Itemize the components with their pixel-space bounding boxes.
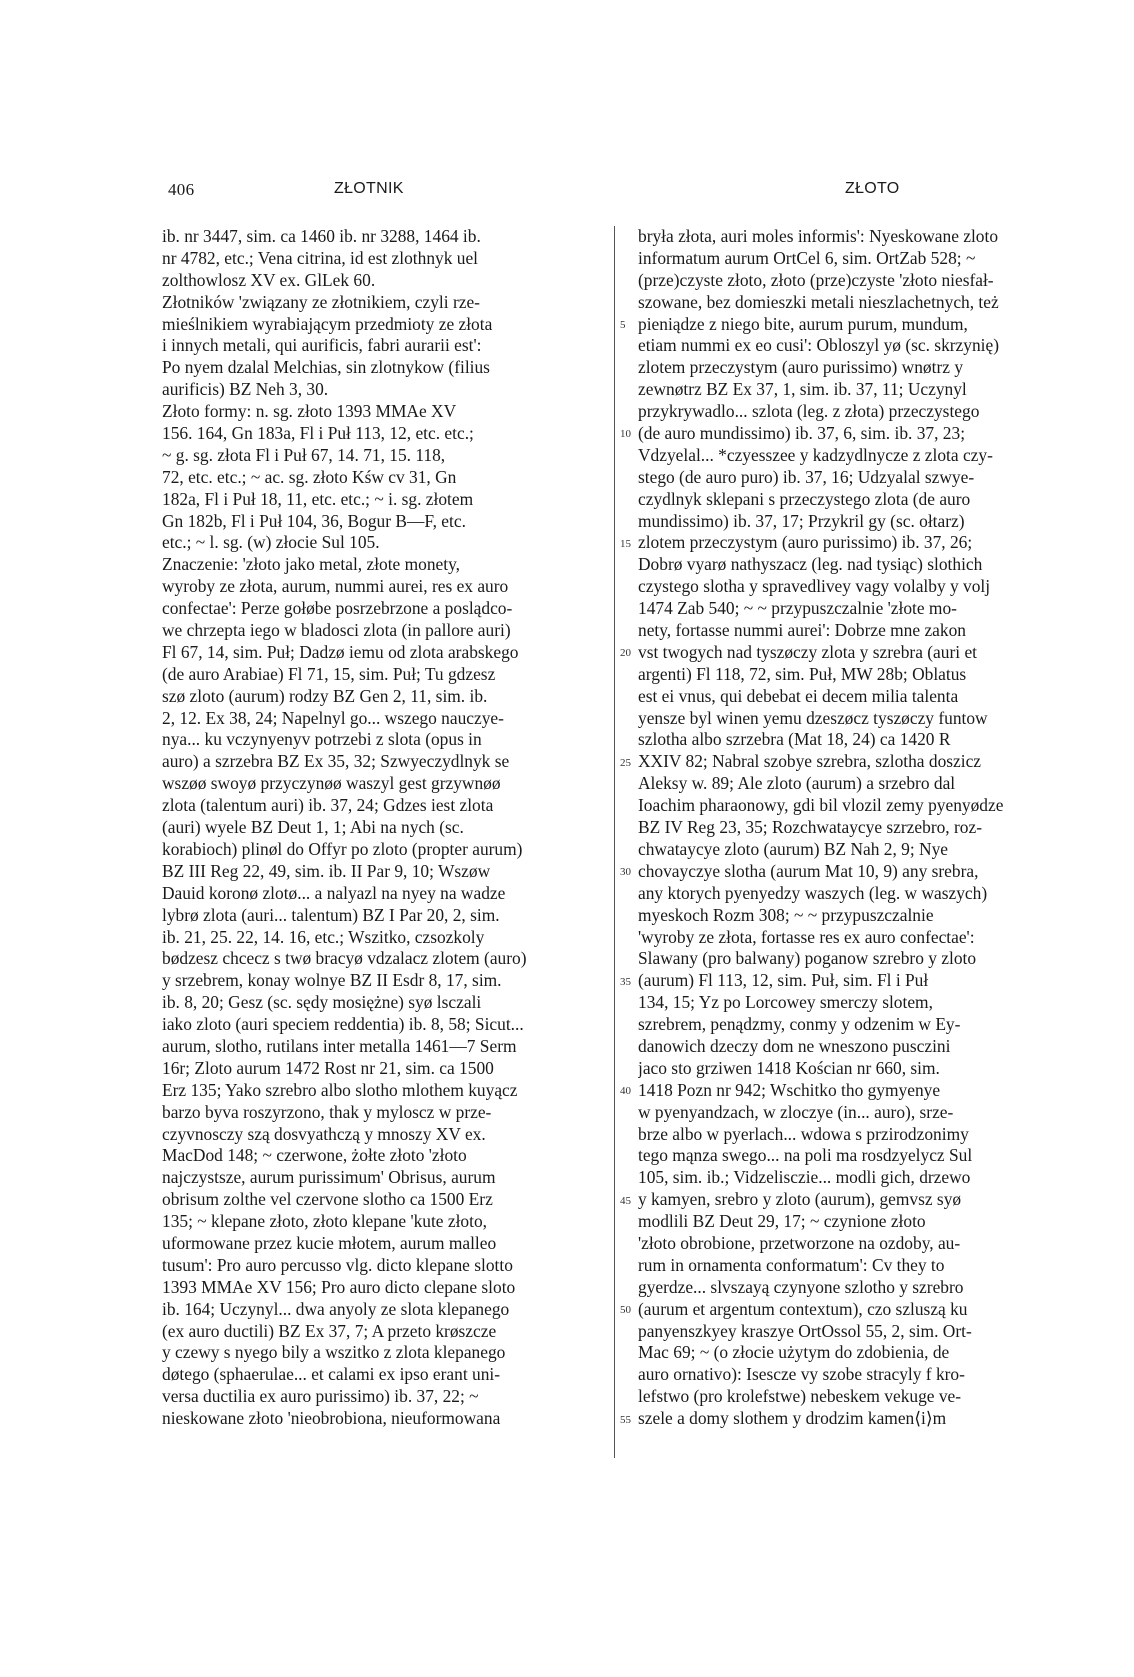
left-column-line: Gn 182b, Fl i Puł 104, 36, Bogur B—F, etc. [162,510,466,531]
left-column-line: y srzebrem, konay wolnye BZ II Esdr 8, 17, sim. [162,970,502,991]
line-number: 15 [620,537,631,550]
right-column-line: szele a domy slothem y drodzim kamen⟨i⟩m [638,1408,947,1429]
line-number: 35 [620,975,631,988]
left-column-line: korabioch) plinøl do Offyr po zloto (propter aurum) [162,838,523,859]
right-column-line: any ktorych pyenyedzy waszych (leg. w waszych) [638,882,988,903]
right-column-line: pieniądze z niego bite, aurum purum, mundum, [638,313,968,334]
left-column-line: confectae': Perze gołøbe posrzebrzone a poslądco- [162,598,513,619]
right-column-line: chwataycye zloto (aurum) BZ Nah 2, 9; Nye [638,838,949,859]
right-column-line: szowane, bez domieszki metali nieszlachetnych, też [638,291,999,312]
left-column-line: (de auro Arabiae) Fl 71, 15, sim. Puł; Tu gdzesz [162,663,496,684]
left-column-line: 156. 164, Gn 183a, Fl i Puł 113, 12, etc. etc.; [162,423,474,444]
right-column-line: mundissimo) ib. 37, 17; Przykril gy (sc. ołtarz) [638,510,965,531]
left-column-line: Po nyem dzalal Melchias, sin zlotnykow (filius [162,357,490,378]
right-column-line: czystego slotha y spravedlivey vagy volalby y volj [638,576,991,597]
line-number: 30 [620,866,631,879]
left-column-line: iako zloto (auri speciem reddentia) ib. 8, 58; Sicut... [162,1014,524,1035]
right-column-line: nety, fortasse nummi aurei': Dobrze mne zakon [638,620,966,641]
right-column-line: brze albo w pyerlach... wdowa s przirodzonimy [638,1123,969,1144]
left-column-line: 1393 MMAe XV 156; Pro auro dicto clepane sloto [162,1276,516,1297]
left-column-line: BZ III Reg 22, 49, sim. ib. II Par 9, 10; Wszøw [162,860,491,881]
right-column-line: BZ IV Reg 23, 35; Rozchwataycye szrzebro, roz- [638,817,982,838]
left-column-line: wszøø swoyø przyczynøø waszyl gest grzywnøø [162,773,501,794]
right-column-line: szrebrem, penądzmy, conmy y odzenim w Ey- [638,1014,961,1035]
left-column-line: ib. 8, 20; Gesz (sc. sędy mosiężne) syø lsczali [162,992,482,1013]
left-column-line: y czewy s nyego bily a wszitko z zlota klepanego [162,1342,506,1363]
right-column-line: 'wyroby ze złota, fortasse res ex auro confectae': [638,926,975,947]
left-column-line: ib. nr 3447, sim. ca 1460 ib. nr 3288, 1464 ib. [162,226,481,246]
right-column-line: tego mąnza swego... na poli ma rosdzyelycz Sul [638,1145,973,1166]
running-head-right: ZŁOTO [845,180,900,197]
left-column-line: czyvnosczy szą dosvyathczą y mnoszy XV ex. [162,1123,486,1144]
left-column-line: aurum, slotho, rutilans inter metalla 1461—7 Serm [162,1035,517,1056]
left-column-line: 182a, Fl i Puł 18, 11, etc. etc.; ~ i. sg. złotem [162,488,474,509]
right-column-line: 105, sim. ib.; Vidzelisczie... modli gich, drzewo [638,1167,971,1188]
left-column-line: bødzesz chcecz s twø bracyø vdzalacz zlotem (auro) [162,948,527,969]
right-column-line: w pyenyandzach, w zloczye (in... auro), srze- [638,1101,954,1122]
right-column-line: Aleksy w. 89; Ale zloto (aurum) a srzebro dal [638,773,956,794]
right-column-line: szlotha albo szrzebra (Mat 18, 24) ca 1420 R [638,729,951,750]
left-column-line: zolthowlosz XV ex. GlLek 60. [162,269,376,290]
right-column-line: 1474 Zab 540; ~ ~ przypuszczalnie 'złote mo- [638,598,957,619]
left-column-line: etc.; ~ l. sg. (w) złocie Sul 105. [162,532,380,553]
right-column-line: Ioachim pharaonowy, gdi bil vlozil zemy pyenyødze [638,795,1004,816]
line-number: 50 [620,1304,631,1317]
right-column [638,226,1058,1430]
left-column-line: ib. 164; Uczynyl... dwa anyoly ze slota klepanego [162,1298,510,1319]
line-number: 25 [620,756,631,769]
line-number: 20 [620,647,631,660]
left-column-line: 72, etc. etc.; ~ ac. sg. złoto Kśw cv 31, Gn [162,466,457,487]
left-column-line: uformowane przez kucie młotem, aurum malleo [162,1232,497,1253]
left-column-line: lybrø zlota (auri... talentum) BZ I Par 20, 2, sim. [162,904,500,925]
right-column-line: est ei vnus, qui debebat ei decem milia talenta [638,685,959,706]
left-column-line: MacDod 148; ~ czerwone, żołte złoto 'złoto [162,1145,467,1166]
left-column-line: i innych metali, qui aurificis, fabri aurarii est': [162,335,482,356]
right-column-line: Dobrø vyarø nathyszacz (leg. nad tysiąc) slothich [638,554,983,575]
right-column-line: 1418 Pozn nr 942; Wschitko tho gymyenye [638,1079,941,1100]
left-column-line: tusum': Pro auro percusso vlg. dicto klepane slotto [162,1254,513,1275]
left-column-line: 2, 12. Ex 38, 24; Napelnyl go... wszego nauczye- [162,707,504,728]
right-column-line: przykrywadlo... szlota (leg. z złota) przeczystego [638,401,980,422]
left-column-line: wyroby ze złota, aurum, nummi aurei, res ex auro [162,576,509,597]
right-column-line: Vdzyelal... *czyesszee y kadzydlnycze z zlota czy- [638,444,993,465]
left-column-line: versa ductilia ex auro purissimo) ib. 37, 22; ~ [162,1386,479,1407]
right-column-line: stego (de auro puro) ib. 37, 16; Udzyalal szwye- [638,466,975,487]
running-head-left: ZŁOTNIK [334,180,404,197]
right-column-line: chovayczye slotha (aurum Mat 10, 9) any srebra, [638,860,979,881]
right-column-line: zlotem przeczystym (auro purissimo) wnøtrz y [638,357,964,378]
left-column-line: szø zloto (aurum) rodzy BZ Gen 2, 11, sim. ib. [162,685,488,706]
right-column-line: XXIV 82; Nabral szobye szrebra, szlotha doszicz [638,751,982,772]
left-column-line: Fl 67, 14, sim. Puł; Dadzø iemu od zlota arabskego [162,641,519,662]
right-column-line: zewnøtrz BZ Ex 37, 1, sim. ib. 37, 11; Uczynyl [638,379,967,400]
right-column-line: (aurum) Fl 113, 12, sim. Puł, sim. Fl i Puł [638,970,929,991]
page-number: 406 [168,180,195,199]
right-column-line: 'złoto obrobione, przetworzone na ozdoby, au- [638,1232,961,1253]
right-column-line: (aurum et argentum contextum), czo szluszą ku [638,1298,968,1319]
right-column-line: jaco sto grziwen 1418 Kościan nr 660, sim. [638,1057,940,1078]
left-column [162,226,582,1430]
left-column-line: 135; ~ klepane złoto, złoto klepane 'kute złoto, [162,1211,487,1232]
left-column-line: døtego (sphaerulae... et calami ex ipso erant uni- [162,1364,501,1385]
left-column-line: nya... ku vczynyenyv potrzebi z slota (opus in [162,729,482,750]
left-column-line: ib. 21, 25. 22, 14. 16, etc.; Wszitko, czsozkoly [162,926,485,947]
left-column-line: zlota (talentum auri) ib. 37, 24; Gdzes iest zlota [162,795,494,816]
right-column-line: 134, 15; Yz po Lorcowey smerczy slotem, [638,992,933,1013]
right-column-line: informatum aurum OrtCel 6, sim. OrtZab 528; ~ [638,247,976,268]
left-column-line: nieskowane złoto 'nieobrobiona, nieuformowana [162,1408,501,1429]
left-column-line: auro) a szrzebra BZ Ex 35, 32; Szwyeczydlnyk se [162,751,510,772]
right-column-line: modlili BZ Deut 29, 17; ~ czynione złoto [638,1211,926,1232]
left-column-line: Złoto formy: n. sg. złoto 1393 MMAe XV [162,401,457,422]
right-column-line: panyenszkyey kraszye OrtOssol 55, 2, sim. Ort- [638,1320,972,1341]
left-column-line: nr 4782, etc.; Vena citrina, id est zlothnyk uel [162,247,479,268]
right-column-line: zlotem przeczystym (auro purissimo) ib. 37, 26; [638,532,973,553]
right-column-line: yensze byl winen yemu dzeszøcz tyszøczy funtow [638,707,988,728]
left-column-line: barzo byva roszyrzono, thak y myloscz w prze- [162,1101,492,1122]
left-column-line: (auri) wyele BZ Deut 1, 1; Abi na nych (sc. [162,817,464,838]
line-number: 45 [620,1194,631,1207]
line-number: 10 [620,428,631,441]
line-number: 5 [620,318,626,331]
right-column-line: bryła złota, auri moles informis': Nyeskowane zloto [638,226,999,246]
right-column-line: gyerdze... slvszayą czynyone szlotho y szrebro [638,1276,964,1297]
left-column-line: Dauid koronø zlotø... a nalyazl na nyey na wadze [162,882,506,903]
right-column-line: danowich dzeczy dom ne wneszono pusczini [638,1035,951,1056]
right-column-line: auro ornativo): Isescze vy szobe stracyly f kro- [638,1364,965,1385]
right-column-line: rum in ornamenta conformatum': Cv they to [638,1254,945,1275]
left-column-line: ~ g. sg. złota Fl i Puł 67, 14. 71, 15. 118, [162,444,446,465]
left-column-line: aurificis) BZ Neh 3, 30. [162,379,329,400]
line-number: 40 [620,1085,631,1098]
column-divider [614,226,615,1458]
right-column-line: czydlnyk sklepani s przeczystego zlota (de auro [638,488,971,509]
right-column-line: vst twogych nad tyszøczy zlota y szrebra (auri et [638,641,977,662]
right-column-line: argenti) Fl 118, 72, sim. Puł, MW 28b; Oblatus [638,663,967,684]
right-column-line: Slawany (pro balwany) poganow szrebro y zloto [638,948,977,969]
right-column-line: etiam nummi ex eo cusi': Obloszyl yø (sc. skrzynię) [638,335,1000,356]
right-column-line: y kamyen, srebro y zloto (aurum), gemvsz syø [638,1189,962,1210]
right-column-line: (de auro mundissimo) ib. 37, 6, sim. ib. 37, 23; [638,423,966,444]
right-column-line: lefstwo (pro krolefstwe) nebeskem vekuge ve- [638,1386,962,1407]
left-column-line: Złotników 'związany ze złotnikiem, czyli rze- [162,291,480,312]
left-column-line: obrisum zolthe vel czervone slotho ca 1500 Erz [162,1189,493,1210]
left-column-line: Erz 135; Yako szrebro albo slotho mlothem kuyącz [162,1079,518,1100]
right-column-line: Mac 69; ~ (o złocie użytym do zdobienia, de [638,1342,950,1363]
left-column-line: Znaczenie: 'złoto jako metal, złote monety, [162,554,461,575]
left-column-line: (ex auro ductili) BZ Ex 37, 7; A przeto krøszcze [162,1320,497,1341]
right-column-line: myeskoch Rozm 308; ~ ~ przypuszczalnie [638,904,934,925]
line-number: 55 [620,1413,631,1426]
left-column-line: 16r; Zloto aurum 1472 Rost nr 21, sim. ca 1500 [162,1057,494,1078]
right-column-line: (prze)czyste złoto, złoto (prze)czyste 'złoto niesfał- [638,269,994,290]
left-column-line: najczystsze, aurum purissimum' Obrisus, aurum [162,1167,496,1188]
left-column-line: mieślnikiem wyrabiającym przedmioty ze złota [162,313,493,334]
left-column-line: we chrzepta iego w bladosci zlota (in pallore auri) [162,620,511,641]
